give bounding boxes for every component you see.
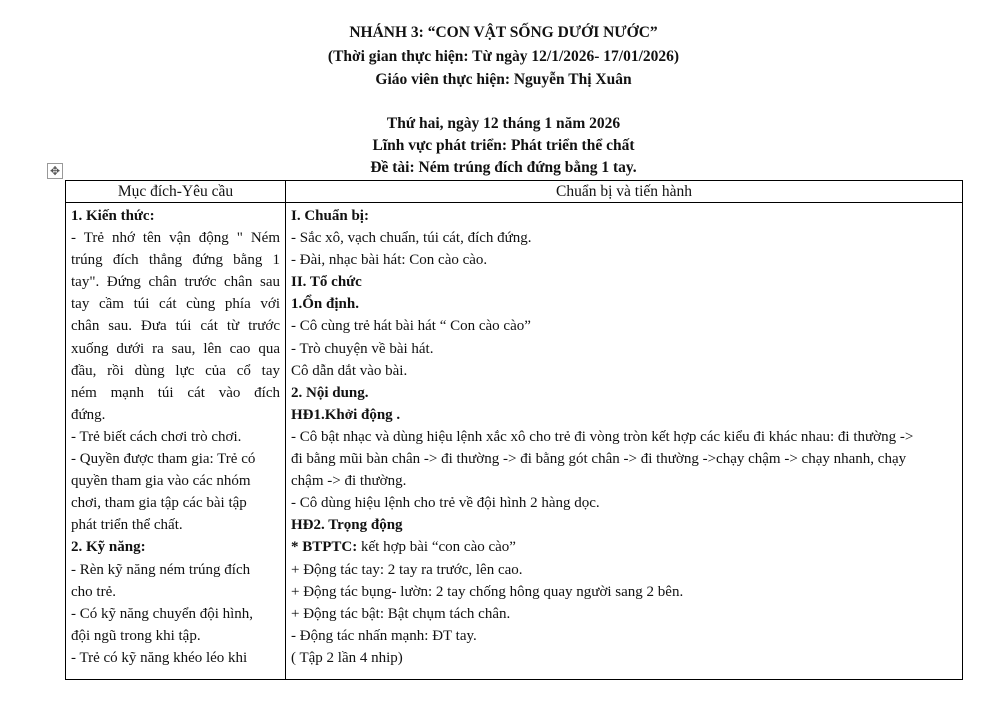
line-text: phát triển thể chất. — [71, 517, 183, 534]
text-line — [291, 625, 957, 647]
time-range: (Thời gian thực hiện: Từ ngày 12/1/2026- 17/01/2026) — [327, 48, 680, 65]
text-line — [291, 514, 957, 536]
preparation-cell — [286, 203, 963, 680]
text-line — [291, 536, 957, 558]
line-text: - Rèn kỹ năng ném trúng đích — [71, 561, 251, 578]
text-line — [291, 492, 957, 514]
text-line — [71, 360, 280, 382]
text-line — [71, 426, 280, 448]
text-line — [291, 559, 957, 581]
text-line — [291, 470, 957, 492]
line-text: HĐ2. Trọng động — [291, 517, 403, 534]
lesson-plan-table — [65, 180, 963, 680]
text-line — [71, 293, 280, 315]
text-line — [291, 581, 957, 603]
line-text: - Quyền được tham gia: Trẻ có — [71, 451, 256, 468]
text-line — [71, 514, 280, 536]
text-line — [71, 382, 280, 404]
text-line — [291, 227, 957, 249]
text-line — [291, 315, 957, 337]
table-row — [66, 203, 963, 680]
text-line — [71, 338, 280, 360]
line-text: chơi, tham gia tập các bài tập — [71, 495, 247, 512]
line-text: - Đài, nhạc bài hát: Con cào cào. — [291, 252, 488, 269]
table-header-row — [66, 181, 963, 203]
line-text: - Trò chuyện về bài hát. — [291, 340, 434, 357]
line-text: - Trẻ biết cách chơi trò chơi. — [71, 428, 242, 445]
text-line — [291, 647, 957, 669]
objectives-cell — [66, 203, 286, 680]
line-text: chân sau. Đưa túi cát từ trước — [71, 318, 280, 335]
text-line — [291, 338, 957, 360]
line-text: - Động tác nhấn mạnh: ĐT tay. — [291, 627, 477, 644]
line-text: đội ngũ trong khi tập. — [71, 627, 201, 644]
lesson-topic: Đề tài: Ném trúng đích đứng bằng 1 tay. — [370, 159, 637, 176]
line-text: - Có kỹ năng chuyển đội hình, — [71, 605, 254, 622]
line-text: cho trẻ. — [71, 583, 116, 600]
line-text: 1.Ổn định. — [291, 296, 359, 313]
text-line — [71, 448, 280, 470]
line-text: II. Tổ chức — [291, 274, 362, 291]
development-field: Lĩnh vực phát triển: Phát triển thể chất — [372, 137, 635, 154]
line-text: Cô dẫn dắt vào bài. — [291, 362, 408, 379]
line-text: I. Chuẩn bị: — [291, 208, 369, 224]
text-line — [71, 227, 280, 249]
text-line — [71, 603, 280, 625]
col-header-objectives: Mục đích-Yêu cầu — [66, 181, 286, 203]
text-line — [71, 536, 280, 558]
line-text: đi bằng mũi bàn chân -> đi thường -> đi bằng gót chân -> đi thường ->chạy chậm -> chạy nhanh, chạy — [291, 451, 907, 468]
line-text: tay". Đứng chân trước chân sau — [71, 274, 280, 291]
text-line — [71, 470, 280, 492]
bold-label: * BTPTC: — [291, 539, 358, 556]
line-text: đầu, rồi dùng lực của cổ tay — [71, 362, 280, 379]
line-text: - Trẻ nhớ tên vận động " Ném — [71, 230, 280, 247]
line-text: quyền tham gia vào các nhóm — [71, 473, 251, 490]
line-text: 1. Kiến thức: — [71, 208, 155, 224]
text-line — [71, 581, 280, 603]
text-line — [71, 492, 280, 514]
col-header-preparation: Chuẩn bị và tiến hành — [286, 181, 963, 203]
text-line — [71, 315, 280, 337]
text-line — [71, 271, 280, 293]
text-line — [71, 559, 280, 581]
line-text: + Động tác tay: 2 tay ra trước, lên cao. — [291, 561, 523, 578]
text-line — [291, 205, 957, 227]
text-line — [291, 603, 957, 625]
line-text: - Cô dùng hiệu lệnh cho trẻ về đội hình 2 hàng dọc. — [291, 495, 600, 512]
text-line — [291, 426, 957, 448]
text-line — [71, 647, 280, 669]
line-text: - Trẻ có kỹ năng khéo léo khi — [71, 649, 248, 666]
line-text: trúng đích thẳng đứng bằng 1 — [71, 252, 280, 269]
text-line — [291, 382, 957, 404]
line-text: + Động tác bật: Bật chụm tách chân. — [291, 605, 511, 622]
line-text: ném mạnh túi cát vào đích — [71, 384, 280, 401]
line-text: kết hợp bài “con cào cào” — [357, 539, 516, 556]
teacher-name: Giáo viên thực hiện: Nguyễn Thị Xuân — [375, 71, 632, 88]
line-text: + Động tác bụng- lườn: 2 tay chống hông quay người sang 2 bên. — [291, 583, 684, 600]
text-line — [71, 249, 280, 271]
text-line — [71, 205, 280, 227]
line-text: 2. Kỹ năng: — [71, 539, 146, 556]
line-text: ( Tập 2 lần 4 nhip) — [291, 649, 403, 666]
line-text: - Cô bật nhạc và dùng hiệu lệnh xắc xô cho trẻ đi vòng tròn kết hợp các kiểu đi khác nhau: đi thường -> — [291, 428, 914, 445]
line-text: - Sắc xô, vạch chuẩn, túi cát, đích đứng. — [291, 230, 532, 247]
text-line — [291, 360, 957, 382]
branch-title: NHÁNH 3: “CON VẬT SỐNG DƯỚI NƯỚC” — [349, 24, 658, 41]
line-text: tay cầm túi cát cùng phía với — [71, 296, 280, 313]
line-text: chậm -> đi thường. — [291, 473, 407, 490]
text-line — [291, 448, 957, 470]
line-text: đứng. — [71, 406, 106, 423]
text-line — [71, 625, 280, 647]
line-text: - Cô cùng trẻ hát bài hát “ Con cào cào” — [291, 318, 531, 335]
text-line — [291, 404, 957, 426]
text-line — [291, 271, 957, 293]
text-line — [71, 404, 280, 426]
text-line — [291, 293, 957, 315]
line-text: xuống dưới ra sau, lên cao qua — [71, 340, 280, 357]
lesson-date: Thứ hai, ngày 12 tháng 1 năm 2026 — [386, 115, 621, 132]
line-text: HĐ1.Khởi động . — [291, 406, 401, 423]
line-text: 2. Nội dung. — [291, 384, 369, 401]
text-line — [291, 249, 957, 271]
table-move-handle-icon[interactable]: ✥ — [47, 163, 63, 179]
